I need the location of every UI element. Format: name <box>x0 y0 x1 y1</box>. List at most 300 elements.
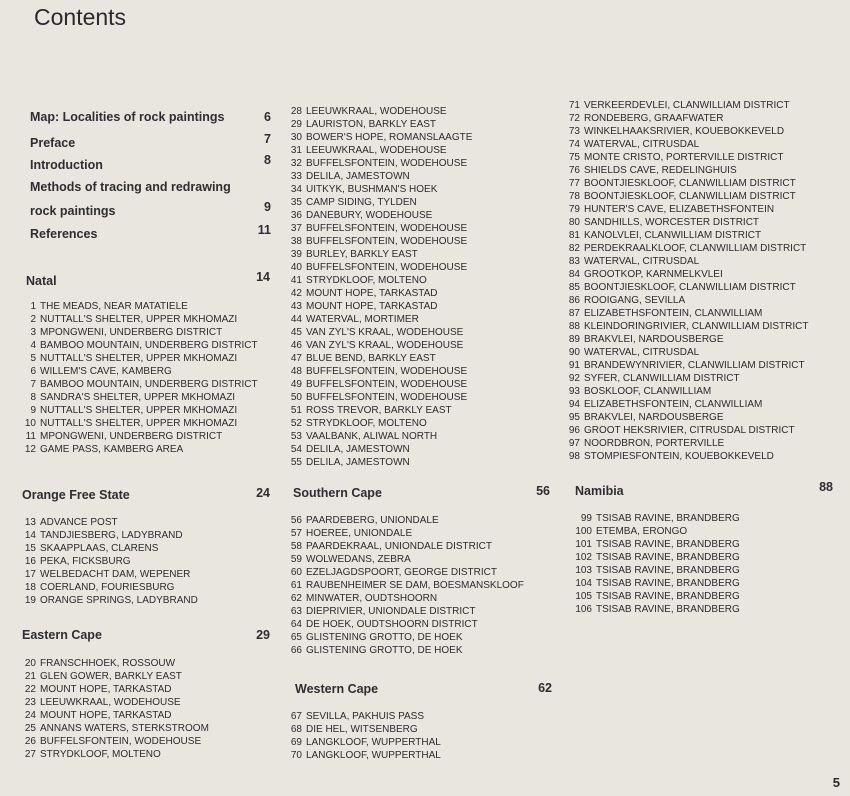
entry-number: 26 <box>24 736 36 747</box>
entry-number: 74 <box>568 139 580 150</box>
entry-number: 5 <box>30 353 36 364</box>
entry-number: 80 <box>568 217 580 228</box>
entry-item <box>288 144 472 157</box>
entry-number: 28 <box>290 106 302 117</box>
entry-location: MPONGWENI, UNDERBERG DISTRICT <box>40 327 223 338</box>
entry-item <box>566 359 808 372</box>
entry-number: 18 <box>24 582 36 593</box>
entry-item <box>572 525 740 538</box>
entry-number: 21 <box>24 671 36 682</box>
section-page-namibia: 88 <box>819 480 833 494</box>
entry-number: 7 <box>30 379 36 390</box>
entry-location: TSISAB RAVINE, BRANDBERG <box>596 604 740 615</box>
entry-number: 17 <box>24 569 36 580</box>
entry-location: BOSKLOOF, CLANWILLIAM <box>584 386 712 397</box>
entry-number: 63 <box>290 606 302 617</box>
entry-number: 59 <box>290 554 302 565</box>
front-item-page: 8 <box>264 153 271 167</box>
entry-item <box>566 138 808 151</box>
entry-location: DIE HEL, WITSENBERG <box>306 724 418 735</box>
entry-location: ELIZABETHSFONTEIN, CLANWILLIAM <box>584 399 763 410</box>
entry-location: GLEN GOWER, BARKLY EAST <box>40 671 182 682</box>
entry-number: 47 <box>290 353 302 364</box>
entry-item <box>572 538 740 551</box>
entry-location: KANOLVLEI, CLANWILLIAM DISTRICT <box>584 230 762 241</box>
entry-location: MPONGWENI, UNDERBERG DISTRICT <box>40 431 223 442</box>
entry-item <box>566 320 808 333</box>
entry-number: 91 <box>568 360 580 371</box>
entry-item <box>566 333 808 346</box>
entry-location: SANDHILLS, WORCESTER DISTRICT <box>584 217 760 228</box>
entry-number: 46 <box>290 340 302 351</box>
entry-location: MOUNT HOPE, TARKASTAD <box>306 301 438 312</box>
entry-number: 12 <box>24 444 36 455</box>
entry-location: LANGKLOOF, WUPPERTHAL <box>306 737 441 748</box>
entry-location: WOLWEDANS, ZEBRA <box>306 554 411 565</box>
section-page-western-cape: 62 <box>538 681 552 695</box>
entry-item <box>288 378 472 391</box>
entry-item <box>566 281 808 294</box>
entry-item <box>288 196 472 209</box>
entry-number: 100 <box>575 526 592 537</box>
section-title-namibia: Namibia <box>575 484 624 498</box>
front-item-label: Map: Localities of rock paintings <box>30 110 225 124</box>
front-item-label: Methods of tracing and redrawing <box>30 180 231 194</box>
entry-number: 98 <box>568 451 580 462</box>
entry-item <box>566 216 808 229</box>
entry-number: 44 <box>290 314 302 325</box>
entry-item <box>288 170 472 183</box>
entry-number: 103 <box>575 565 592 576</box>
entry-number: 79 <box>568 204 580 215</box>
entry-number: 53 <box>290 431 302 442</box>
front-item-label: rock paintings <box>30 204 116 218</box>
entry-number: 76 <box>568 165 580 176</box>
entry-location: SEVILLA, PAKHUIS PASS <box>306 711 425 722</box>
entry-location: SHIELDS CAVE, REDELINGHUIS <box>584 165 737 176</box>
entry-item <box>288 131 472 144</box>
entry-location: PEKA, FICKSBURG <box>40 556 131 567</box>
entry-location: LEEUWKRAAL, WODEHOUSE <box>40 697 181 708</box>
entry-item <box>288 736 441 749</box>
entry-number: 14 <box>24 530 36 541</box>
entry-location: RONDEBERG, GRAAFWATER <box>584 113 724 124</box>
entry-location: FRANSCHHOEK, ROSSOUW <box>40 658 176 669</box>
entry-number: 27 <box>24 749 36 760</box>
entry-item <box>24 378 258 391</box>
entry-number: 32 <box>290 158 302 169</box>
entry-number: 83 <box>568 256 580 267</box>
entry-location: GLISTENING GROTTO, DE HOEK <box>306 632 463 643</box>
entry-number: 31 <box>290 145 302 156</box>
entry-number: 39 <box>290 249 302 260</box>
section-title-western-cape: Western Cape <box>295 682 379 696</box>
entry-item <box>288 274 472 287</box>
entry-number: 82 <box>568 243 580 254</box>
entry-location: COERLAND, FOURIESBURG <box>40 582 175 593</box>
entry-location: MOUNT HOPE, TARKASTAD <box>40 684 172 695</box>
entry-location: BAMBOO MOUNTAIN, UNDERBERG DISTRICT <box>40 340 258 351</box>
entry-item <box>288 300 472 313</box>
entry-location: MOUNT HOPE, TARKASTAD <box>40 710 172 721</box>
entry-number: 6 <box>30 366 36 377</box>
entry-location: WATERVAL, CITRUSDAL <box>584 256 700 267</box>
southern-cape-list <box>288 514 524 657</box>
entry-location: TSISAB RAVINE, BRANDBERG <box>596 539 740 550</box>
entry-item <box>22 683 209 696</box>
western-cape-list <box>288 710 441 762</box>
entry-number: 86 <box>568 295 580 306</box>
entry-number: 36 <box>290 210 302 221</box>
section-page-southern-cape: 56 <box>536 484 550 498</box>
entry-number: 49 <box>290 379 302 390</box>
entry-item <box>566 450 808 463</box>
entry-item <box>288 326 472 339</box>
entry-location: BUFFELSFONTEIN, WODEHOUSE <box>306 223 468 234</box>
entry-item <box>288 566 524 579</box>
entry-item <box>572 551 740 564</box>
entry-number: 88 <box>568 321 580 332</box>
entry-number: 85 <box>568 282 580 293</box>
entry-number: 69 <box>290 737 302 748</box>
entry-location: GAME PASS, KAMBERG AREA <box>40 444 184 455</box>
entry-location: VAALBANK, ALIWAL NORTH <box>306 431 438 442</box>
entry-number: 58 <box>290 541 302 552</box>
entry-location: BOONTJIESKLOOF, CLANWILLIAM DISTRICT <box>584 191 796 202</box>
entry-number: 34 <box>290 184 302 195</box>
entry-number: 15 <box>24 543 36 554</box>
section-title-southern-cape: Southern Cape <box>293 486 382 500</box>
entry-number: 8 <box>30 392 36 403</box>
entry-number: 4 <box>30 340 36 351</box>
entry-number: 90 <box>568 347 580 358</box>
entry-location: CAMP SIDING, TYLDEN <box>306 197 417 208</box>
front-item-label: Introduction <box>30 158 103 172</box>
front-item-label: Preface <box>30 136 76 150</box>
entry-number: 52 <box>290 418 302 429</box>
entry-location: ROSS TREVOR, BARKLY EAST <box>306 405 452 416</box>
entry-item <box>288 209 472 222</box>
entry-location: ELIZABETHSFONTEIN, CLANWILLIAM <box>584 308 763 319</box>
entry-location: BLUE BEND, BARKLY EAST <box>306 353 436 364</box>
entry-item <box>24 339 258 352</box>
entry-number: 30 <box>290 132 302 143</box>
entry-item <box>572 512 740 525</box>
entry-location: BUFFELSFONTEIN, WODEHOUSE <box>306 379 468 390</box>
entry-number: 105 <box>575 591 592 602</box>
entry-number: 16 <box>24 556 36 567</box>
entry-location: STRYDKLOOF, MOLTENO <box>306 275 427 286</box>
entry-location: ROOIGANG, SEVILLA <box>584 295 686 306</box>
entry-item <box>572 577 740 590</box>
entry-location: MINWATER, OUDTSHOORN <box>306 593 438 604</box>
entry-number: 104 <box>575 578 592 589</box>
entry-item <box>22 529 198 542</box>
entry-item <box>24 391 258 404</box>
entry-location: BUFFELSFONTEIN, WODEHOUSE <box>306 262 468 273</box>
entry-location: LEEUWKRAAL, WODEHOUSE <box>306 145 447 156</box>
entry-location: PAARDEKRAAL, UNIONDALE DISTRICT <box>306 541 492 552</box>
entry-item <box>566 112 808 125</box>
entry-number: 9 <box>30 405 36 416</box>
entry-item <box>288 443 472 456</box>
entry-item <box>288 618 524 631</box>
entry-item <box>22 709 209 722</box>
section-page-natal: 14 <box>256 270 270 284</box>
entry-number: 37 <box>290 223 302 234</box>
entry-item <box>22 670 209 683</box>
entry-number: 51 <box>290 405 302 416</box>
entry-item <box>288 592 524 605</box>
entry-location: HUNTER'S CAVE, ELIZABETHSFONTEIN <box>584 204 775 215</box>
entry-item <box>288 183 472 196</box>
entry-number: 71 <box>568 100 580 111</box>
entry-number: 101 <box>575 539 592 550</box>
entry-number: 73 <box>568 126 580 137</box>
entry-item <box>22 542 198 555</box>
entry-item <box>566 151 808 164</box>
entry-item <box>22 568 198 581</box>
entry-number: 77 <box>568 178 580 189</box>
entry-item <box>288 261 472 274</box>
entry-item <box>566 385 808 398</box>
entry-item <box>22 594 198 607</box>
entry-item <box>22 581 198 594</box>
entry-number: 87 <box>568 308 580 319</box>
entry-item <box>572 603 740 616</box>
entry-number: 41 <box>290 275 302 286</box>
entry-location: BOONTJIESKLOOF, CLANWILLIAM DISTRICT <box>584 178 796 189</box>
entry-number: 68 <box>290 724 302 735</box>
entry-number: 24 <box>24 710 36 721</box>
entry-location: SKAAPPLAAS, CLARENS <box>40 543 159 554</box>
entry-item <box>24 430 258 443</box>
entry-number: 75 <box>568 152 580 163</box>
entry-item <box>24 404 258 417</box>
entry-item <box>288 339 472 352</box>
entry-item <box>288 391 472 404</box>
entry-number: 62 <box>290 593 302 604</box>
entry-location: WATERVAL, CITRUSDAL <box>584 139 700 150</box>
entry-number: 96 <box>568 425 580 436</box>
entry-number: 33 <box>290 171 302 182</box>
entry-location: TSISAB RAVINE, BRANDBERG <box>596 552 740 563</box>
natal-list <box>24 300 258 456</box>
entry-location: DELILA, JAMESTOWN <box>306 171 410 182</box>
entry-location: NUTTALL'S SHELTER, UPPER MKHOMAZI <box>40 405 238 416</box>
section-page-eastern-cape: 29 <box>256 628 270 642</box>
entry-item <box>22 722 209 735</box>
entry-item <box>288 430 472 443</box>
entry-item <box>288 631 524 644</box>
entry-location: BOONTJIESKLOOF, CLANWILLIAM DISTRICT <box>584 282 796 293</box>
entry-item <box>22 657 209 670</box>
western-cape-continued-list <box>566 99 808 463</box>
entry-item <box>288 710 441 723</box>
namibia-list <box>572 512 740 616</box>
entry-location: LAURISTON, BARKLY EAST <box>306 119 437 130</box>
entry-item <box>24 326 258 339</box>
entry-item <box>566 190 808 203</box>
entry-number: 66 <box>290 645 302 656</box>
entry-item <box>288 417 472 430</box>
entry-location: BRAKVLEI, NARDOUSBERGE <box>584 412 724 423</box>
entry-item <box>288 365 472 378</box>
entry-location: NUTTALL'S SHELTER, UPPER MKHOMAZI <box>40 353 238 364</box>
entry-item <box>288 222 472 235</box>
entry-item <box>24 443 258 456</box>
entry-item <box>566 398 808 411</box>
entry-item <box>572 590 740 603</box>
entry-item <box>288 248 472 261</box>
entry-item <box>566 164 808 177</box>
entry-number: 61 <box>290 580 302 591</box>
entry-location: DELILA, JAMESTOWN <box>306 444 410 455</box>
front-item-page: 7 <box>264 132 271 146</box>
section-page-orange-free-state: 24 <box>256 486 270 500</box>
entry-number: 70 <box>290 750 302 761</box>
entry-location: WILLEM'S CAVE, KAMBERG <box>40 366 172 377</box>
entry-location: STOMPIESFONTEIN, KOUEBOKKEVELD <box>584 451 774 462</box>
entry-location: GROOT HEKSRIVIER, CITRUSDAL DISTRICT <box>584 425 795 436</box>
entry-location: WATERVAL, CITRUSDAL <box>584 347 700 358</box>
entry-number: 65 <box>290 632 302 643</box>
entry-item <box>566 255 808 268</box>
entry-location: BUFFELSFONTEIN, WODEHOUSE <box>306 366 468 377</box>
entry-location: ORANGE SPRINGS, LADYBRAND <box>40 595 198 606</box>
entry-item <box>566 268 808 281</box>
entry-number: 1 <box>30 301 36 312</box>
entry-item <box>288 235 472 248</box>
entry-location: TSISAB RAVINE, BRANDBERG <box>596 591 740 602</box>
orange-free-state-list <box>22 516 198 607</box>
entry-item <box>288 352 472 365</box>
front-item-page: 6 <box>264 110 271 124</box>
entry-number: 89 <box>568 334 580 345</box>
entry-item <box>566 411 808 424</box>
entry-item <box>566 99 808 112</box>
entry-item <box>288 404 472 417</box>
entry-number: 13 <box>24 517 36 528</box>
entry-item <box>566 307 808 320</box>
entry-location: TANDJIESBERG, LADYBRAND <box>40 530 183 541</box>
entry-number: 23 <box>24 697 36 708</box>
entry-number: 48 <box>290 366 302 377</box>
entry-location: NUTTALL'S SHELTER, UPPER MKHOMAZI <box>40 418 238 429</box>
entry-location: WATERVAL, MORTIMER <box>306 314 419 325</box>
entry-number: 20 <box>24 658 36 669</box>
entry-item <box>566 203 808 216</box>
section-title-eastern-cape: Eastern Cape <box>22 628 102 642</box>
entry-item <box>22 696 209 709</box>
entry-item <box>22 735 209 748</box>
entry-number: 3 <box>30 327 36 338</box>
page-number: 5 <box>832 775 840 790</box>
entry-number: 38 <box>290 236 302 247</box>
page-title: Contents <box>34 4 127 30</box>
front-item-page: 9 <box>264 200 271 214</box>
entry-location: MONTE CRISTO, PORTERVILLE DISTRICT <box>584 152 784 163</box>
entry-location: DE HOEK, OUDTSHOORN DISTRICT <box>306 619 478 630</box>
entry-location: WINKELHAAKSRIVIER, KOUEBOKKEVELD <box>584 126 785 137</box>
entry-item <box>288 553 524 566</box>
entry-number: 22 <box>24 684 36 695</box>
section-title-orange-free-state: Orange Free State <box>22 488 130 502</box>
entry-number: 56 <box>290 515 302 526</box>
entry-location: NOORDBRON, PORTERVILLE <box>584 438 725 449</box>
entry-location: LANGKLOOF, WUPPERTHAL <box>306 750 441 761</box>
entry-item <box>22 748 209 761</box>
entry-item <box>572 564 740 577</box>
entry-number: 99 <box>580 513 592 524</box>
entry-number: 42 <box>290 288 302 299</box>
entry-location: TSISAB RAVINE, BRANDBERG <box>596 513 740 524</box>
entry-location: ADVANCE POST <box>40 517 118 528</box>
entry-number: 57 <box>290 528 302 539</box>
entry-item <box>288 157 472 170</box>
entry-location: GROOTKOP, KARNMELKVLEI <box>584 269 723 280</box>
entry-location: PAARDEBERG, UNIONDALE <box>306 515 439 526</box>
entry-number: 64 <box>290 619 302 630</box>
entry-item <box>288 118 472 131</box>
entry-number: 67 <box>290 711 302 722</box>
entry-location: VAN ZYL'S KRAAL, WODEHOUSE <box>306 340 464 351</box>
front-item-page: 11 <box>257 223 271 237</box>
entry-number: 40 <box>290 262 302 273</box>
entry-number: 94 <box>568 399 580 410</box>
entry-item <box>288 527 524 540</box>
entry-location: LEEUWKRAAL, WODEHOUSE <box>306 106 447 117</box>
entry-item <box>288 313 472 326</box>
entry-location: BRAKVLEI, NARDOUSBERGE <box>584 334 724 345</box>
entry-item <box>288 644 524 657</box>
entry-number: 72 <box>568 113 580 124</box>
entry-location: BOWER'S HOPE, ROMANSLAAGTE <box>306 132 473 143</box>
entry-number: 102 <box>575 552 592 563</box>
eastern-cape-continued-list <box>288 105 472 469</box>
entry-location: TSISAB RAVINE, BRANDBERG <box>596 578 740 589</box>
entry-location: GLISTENING GROTTO, DE HOEK <box>306 645 463 656</box>
entry-item <box>22 555 198 568</box>
entry-number: 50 <box>290 392 302 403</box>
entry-location: ANNANS WATERS, STERKSTROOM <box>40 723 209 734</box>
entry-item <box>566 437 808 450</box>
entry-number: 93 <box>568 386 580 397</box>
eastern-cape-list <box>22 657 209 761</box>
entry-item <box>288 514 524 527</box>
entry-item <box>288 723 441 736</box>
entry-item <box>566 242 808 255</box>
entry-number: 29 <box>290 119 302 130</box>
entry-item <box>24 313 258 326</box>
entry-item <box>24 365 258 378</box>
entry-item <box>566 294 808 307</box>
entry-number: 55 <box>290 457 302 468</box>
entry-item <box>566 372 808 385</box>
entry-location: THE MEADS, NEAR MATATIELE <box>40 301 188 312</box>
entry-location: SYFER, CLANWILLIAM DISTRICT <box>584 373 740 384</box>
entry-number: 54 <box>290 444 302 455</box>
entry-number: 35 <box>290 197 302 208</box>
entry-item <box>288 456 472 469</box>
entry-number: 97 <box>568 438 580 449</box>
entry-location: BUFFELSFONTEIN, WODEHOUSE <box>306 392 468 403</box>
entry-location: SANDRA'S SHELTER, UPPER MKHOMAZI <box>40 392 236 403</box>
entry-number: 11 <box>25 431 36 442</box>
entry-location: STRYDKLOOF, MOLTENO <box>306 418 427 429</box>
entry-location: BUFFELSFONTEIN, WODEHOUSE <box>306 158 468 169</box>
entry-number: 45 <box>290 327 302 338</box>
